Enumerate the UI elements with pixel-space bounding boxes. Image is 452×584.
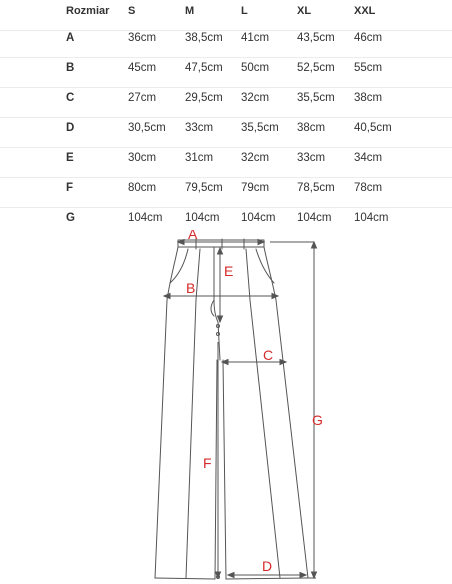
label-d: D [262,558,273,574]
label-f: F [203,455,212,471]
header-rozmiar: Rozmiar [66,5,110,17]
cell-s: 27cm [128,92,157,104]
header-m: M [185,5,195,17]
cell-s: 30,5cm [128,122,166,134]
cell-m: 79,5cm [185,182,223,194]
cell-l: 32cm [241,152,270,164]
cell-xxl: 104cm [354,212,389,224]
cell-s: 80cm [128,182,157,194]
cell-m: 33cm [185,122,214,134]
table-row-d [0,117,452,148]
row-label: F [66,182,74,194]
label-b: B [186,280,196,296]
cell-l: 79cm [241,182,270,194]
cell-xxl: 40,5cm [354,122,392,134]
label-c: C [263,347,274,363]
label-a: A [188,230,198,242]
trousers-outline [155,239,308,579]
cell-xl: 43,5cm [297,32,335,44]
header-xl: XL [297,5,312,17]
header-xxl: XXL [354,5,376,17]
table-row-e [0,147,452,178]
row-label: B [66,62,75,74]
trousers-diagram [0,230,452,584]
table-row-f [0,177,452,208]
cell-s: 36cm [128,32,157,44]
table-row-c [0,87,452,118]
cell-xl: 78,5cm [297,182,335,194]
cell-xxl: 55cm [354,62,383,74]
cell-l: 41cm [241,32,270,44]
cell-l: 32cm [241,92,270,104]
table-row-b [0,57,452,88]
header-s: S [128,5,136,17]
row-label: C [66,92,75,104]
row-label: G [66,212,75,224]
row-label: A [66,32,75,44]
cell-m: 47,5cm [185,62,223,74]
cell-xl: 35,5cm [297,92,335,104]
header-l: L [241,5,248,17]
cell-xl: 38cm [297,122,326,134]
cell-l: 50cm [241,62,270,74]
cell-m: 104cm [185,212,220,224]
cell-m: 29,5cm [185,92,223,104]
cell-xl: 33cm [297,152,326,164]
cell-m: 31cm [185,152,214,164]
cell-xxl: 38cm [354,92,383,104]
cell-xxl: 78cm [354,182,383,194]
cell-s: 30cm [128,152,157,164]
row-label: D [66,122,75,134]
measurement-labels [186,230,323,574]
cell-l: 104cm [241,212,276,224]
cell-l: 35,5cm [241,122,279,134]
cell-m: 38,5cm [185,32,223,44]
row-label: E [66,152,74,164]
cell-xxl: 46cm [354,32,383,44]
cell-xxl: 34cm [354,152,383,164]
cell-s: 45cm [128,62,157,74]
label-e: E [224,263,234,279]
cell-xl: 52,5cm [297,62,335,74]
label-g: G [312,412,323,428]
cell-xl: 104cm [297,212,332,224]
cell-s: 104cm [128,212,163,224]
table-row-a [0,27,452,58]
